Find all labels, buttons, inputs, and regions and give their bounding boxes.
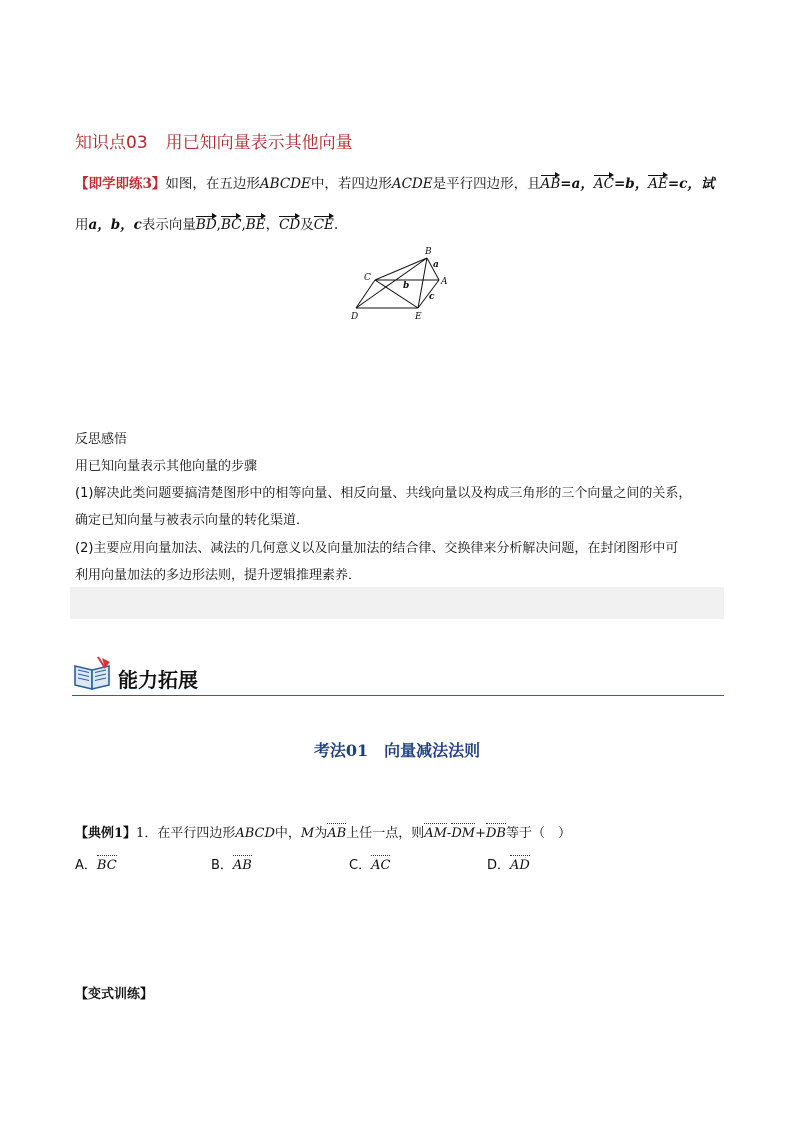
known-vectors: a，b，c bbox=[88, 217, 142, 233]
practice3-line2 bbox=[75, 213, 338, 233]
practice3-text: 用 bbox=[75, 217, 89, 233]
vector-ac: AC bbox=[594, 173, 614, 192]
question-number: 1． bbox=[136, 826, 158, 841]
vector-a-eq: =a， bbox=[560, 176, 594, 192]
point-m: M bbox=[300, 826, 315, 841]
blank-answer-box bbox=[70, 587, 724, 619]
vector-am: AM bbox=[424, 822, 447, 841]
section-title: 能力拓展 bbox=[118, 668, 198, 692]
option-c[interactable] bbox=[349, 854, 390, 873]
diagonal-be bbox=[418, 258, 427, 308]
question-text: 中， bbox=[274, 826, 301, 841]
separator: , bbox=[241, 217, 246, 233]
variant-training-tag: 【变式训练】 bbox=[75, 987, 154, 1002]
question-text: 等于（ ） bbox=[505, 826, 571, 841]
parallelogram-name: ABCD bbox=[235, 826, 275, 841]
minus-sign: - bbox=[446, 826, 452, 841]
vector-label-b: b bbox=[403, 281, 410, 291]
plus-sign: + bbox=[475, 826, 486, 841]
section-header bbox=[72, 656, 724, 696]
knowledge-point-heading: 用已知向量表示其他向量 bbox=[165, 133, 353, 153]
point-d: D bbox=[351, 312, 359, 322]
question-text: 在平行四边形 bbox=[157, 826, 236, 841]
reflection-item1-line2: 确定已知向量与被表示向量的转化渠道． bbox=[75, 513, 310, 528]
quad-name: ACDE bbox=[391, 176, 433, 192]
reflection-heading: 反思感悟 bbox=[75, 432, 128, 447]
reflection-subheading: 用已知向量表示其他向量的步骤 bbox=[75, 459, 258, 474]
practice3-text: 中，若四边形 bbox=[310, 176, 392, 192]
reflection-item2-line1: (2)主要应用向量加法、减法的几何意义以及向量加法的结合律、交换律来分析解决问题，在封闭图形中可 bbox=[75, 541, 679, 556]
option-vector: AC bbox=[371, 854, 390, 873]
diagonal-db bbox=[356, 258, 427, 308]
reflection-item1-line1: (1)解决此类问题要搞清楚图形中的相等向量、相反向量、共线向量以及构成三角形的三个向量之间的关系， bbox=[75, 486, 692, 501]
separator: , bbox=[216, 217, 221, 233]
method-label: 考法01 bbox=[313, 741, 369, 760]
practice3-tag: 【即学即练3】 bbox=[75, 176, 166, 192]
conjunction: 及 bbox=[300, 217, 314, 233]
point-b: B bbox=[425, 247, 432, 257]
point-c: C bbox=[364, 273, 371, 283]
pentagon-figure bbox=[345, 243, 455, 323]
point-e: E bbox=[415, 312, 422, 322]
example1-question bbox=[75, 822, 571, 841]
reflection-item2-line2: 利用向量加法的多边形法则，提升逻辑推理素养． bbox=[75, 568, 362, 583]
practice3-text: 是平行四边形，且 bbox=[432, 176, 541, 192]
vector-c-eq: =c，试 bbox=[667, 176, 715, 192]
method-heading: 向量减法法则 bbox=[384, 741, 481, 760]
option-b[interactable] bbox=[211, 854, 252, 873]
option-vector: AB bbox=[233, 854, 252, 873]
vector-db: DB bbox=[486, 822, 506, 841]
option-vector: BC bbox=[97, 854, 117, 873]
practice3-line1 bbox=[75, 172, 714, 192]
vector-b-eq: =b， bbox=[613, 176, 649, 192]
practice3-text: 表示向量 bbox=[141, 217, 196, 233]
vector-be: BE bbox=[246, 214, 266, 233]
vector-dm: DM bbox=[451, 822, 475, 841]
option-letter: B． bbox=[211, 858, 233, 873]
knowledge-point-title bbox=[75, 128, 353, 153]
pentagon-name: ABCDE bbox=[259, 176, 311, 192]
diagonal-ce bbox=[375, 280, 418, 308]
example1-tag: 【典例1】 bbox=[75, 826, 137, 841]
section-underline bbox=[72, 695, 724, 696]
vector-label-c: c bbox=[429, 292, 435, 302]
vector-ae: AE bbox=[648, 173, 668, 192]
vector-ce: CE bbox=[314, 214, 334, 233]
vector-bd: BD bbox=[196, 214, 217, 233]
option-d[interactable] bbox=[487, 854, 530, 873]
method-title bbox=[0, 738, 794, 761]
vector-ab: AB bbox=[327, 822, 346, 841]
edge-dc bbox=[356, 280, 375, 308]
point-a: A bbox=[441, 277, 448, 287]
option-letter: A． bbox=[75, 858, 97, 873]
question-text: 为 bbox=[314, 826, 328, 841]
vector-bc: BC bbox=[221, 214, 242, 233]
period: . bbox=[333, 217, 339, 233]
practice3-text: 如图，在五边形 bbox=[165, 176, 260, 192]
vector-ab: AB bbox=[541, 173, 561, 192]
vector-label-a: a bbox=[433, 260, 439, 270]
open-book-icon bbox=[72, 656, 114, 692]
option-letter: C． bbox=[349, 858, 372, 873]
option-vector: AD bbox=[510, 854, 530, 873]
option-a[interactable] bbox=[75, 854, 117, 873]
question-text: 上任一点，则 bbox=[346, 826, 425, 841]
knowledge-point-label: 知识点03 bbox=[75, 133, 148, 153]
vector-cd: CD bbox=[279, 214, 300, 233]
separator: ， bbox=[265, 217, 280, 233]
option-letter: D． bbox=[487, 858, 511, 873]
